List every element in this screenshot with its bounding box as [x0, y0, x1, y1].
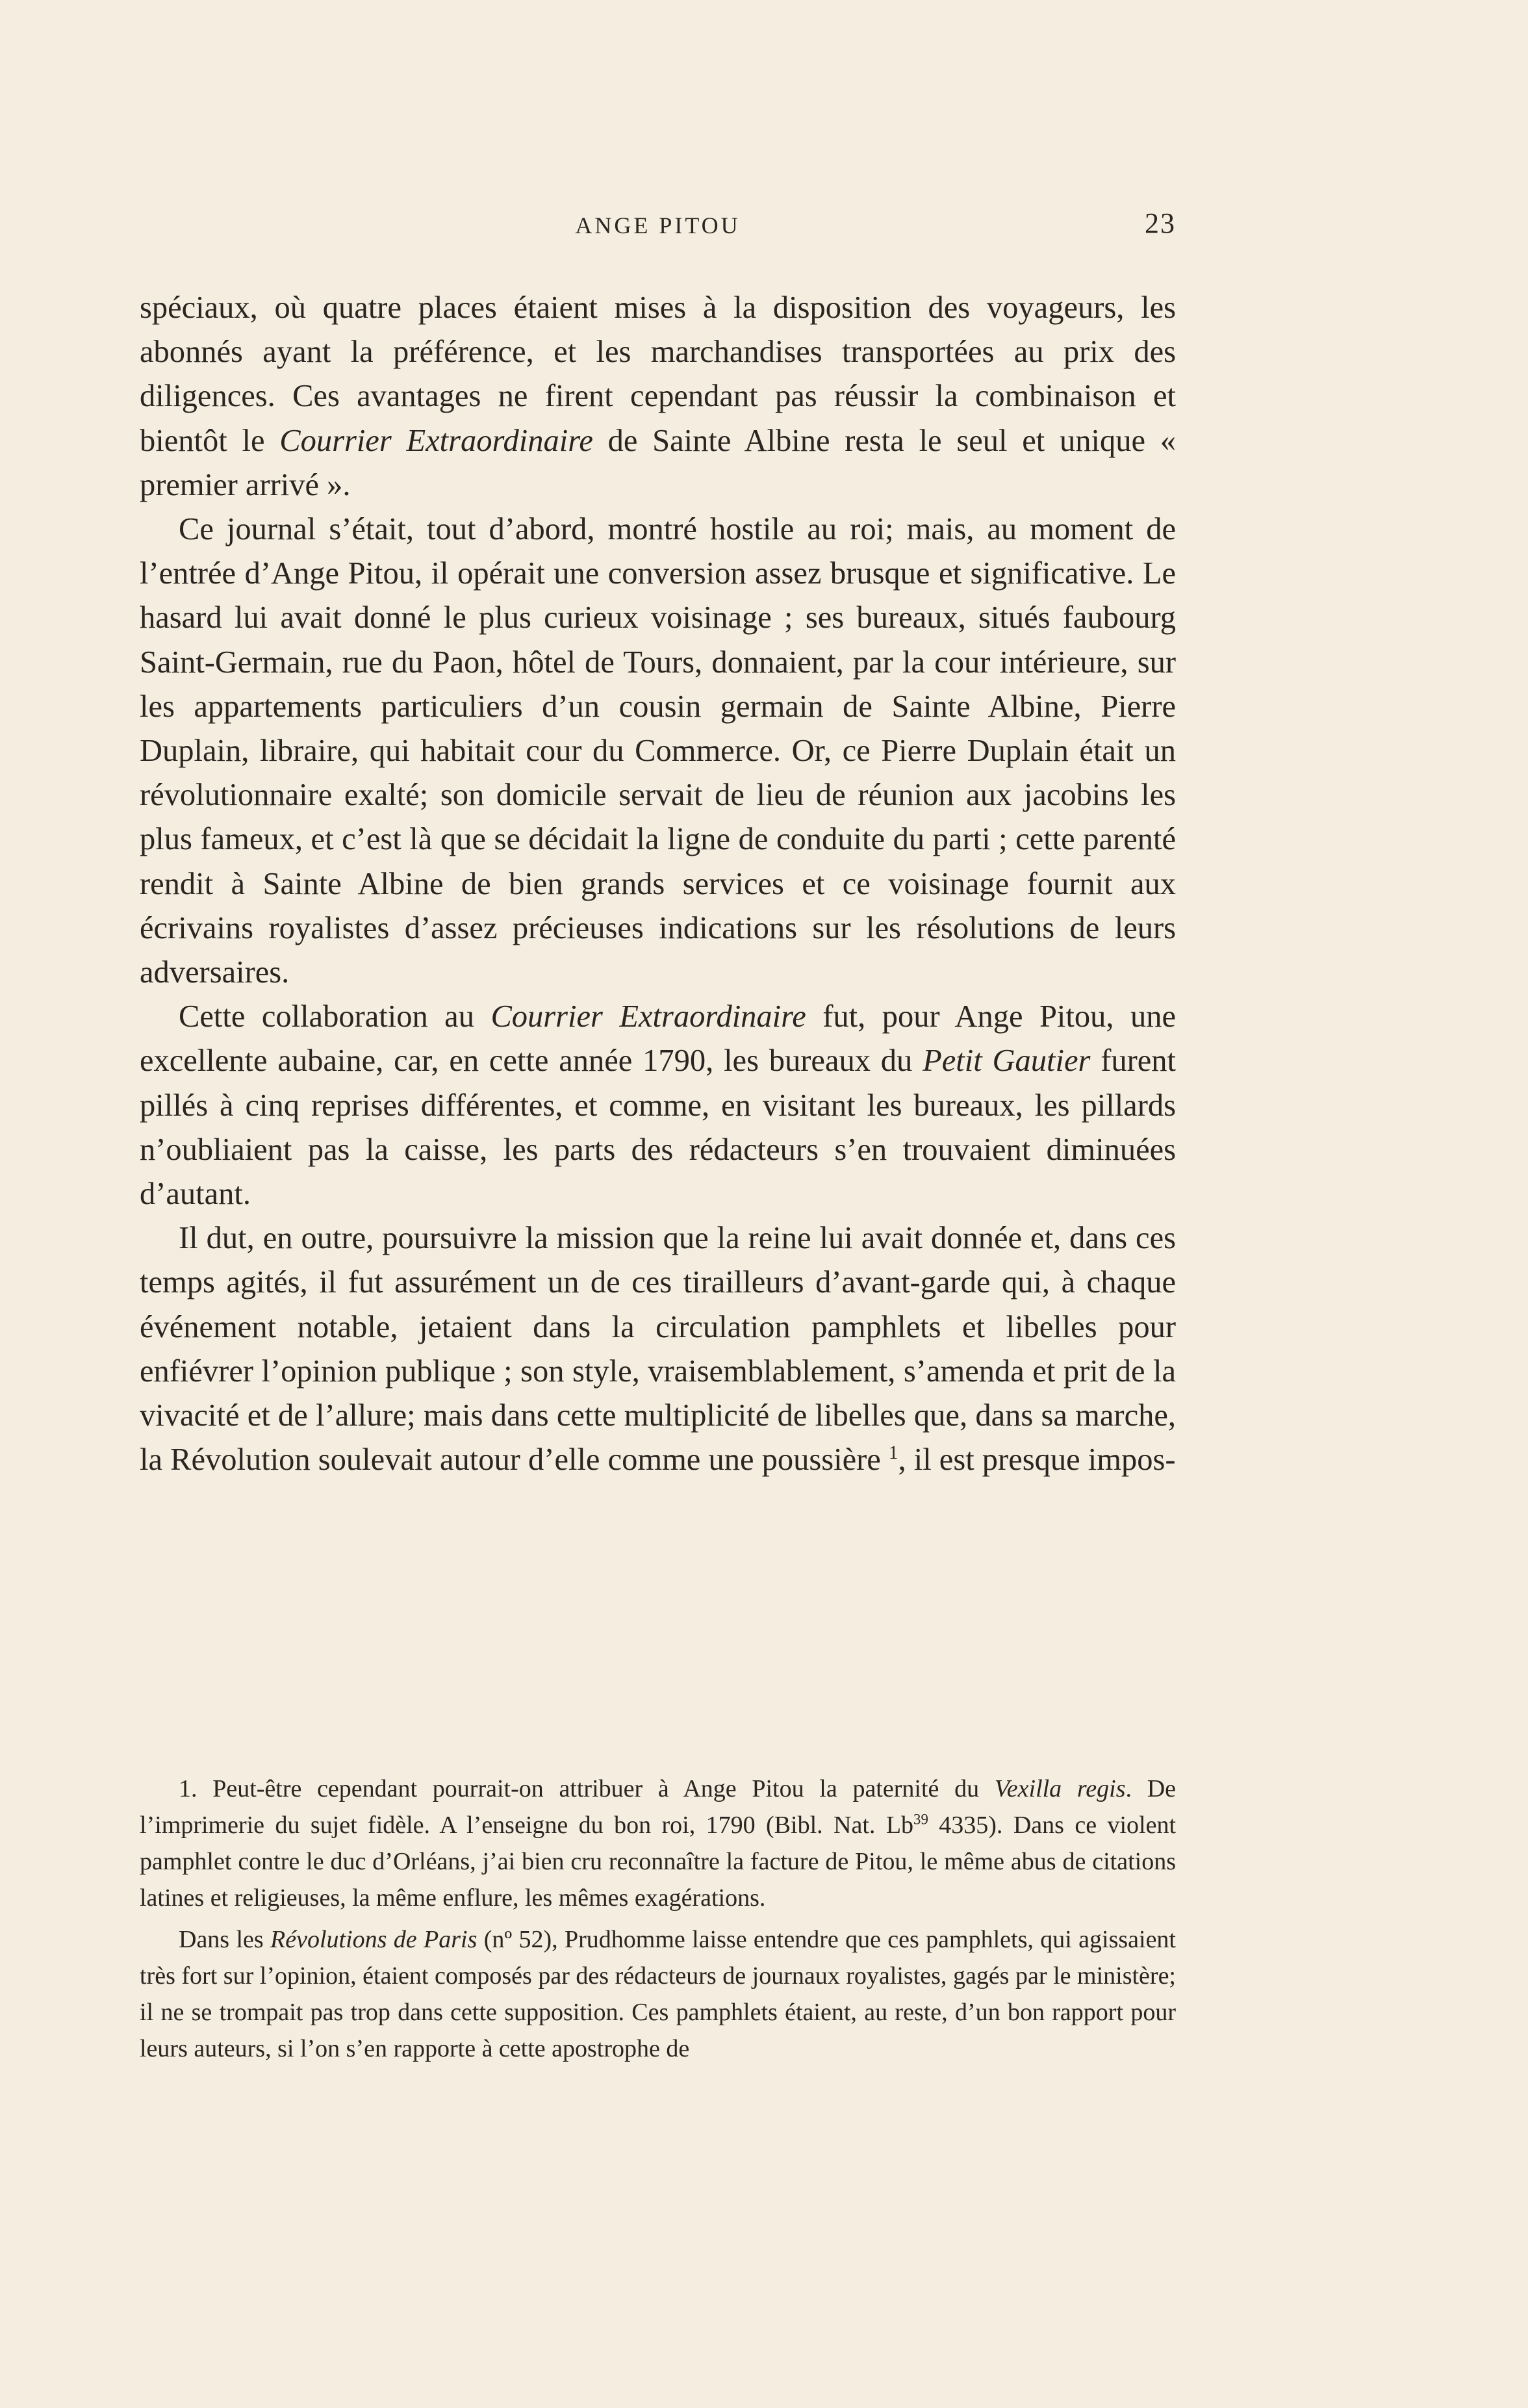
- running-title: ANGE PITOU: [575, 212, 741, 238]
- newspaper-title: Courrier Extraordinaire: [279, 423, 593, 458]
- main-text: [140, 286, 1176, 1482]
- newspaper-title: Petit Gautier: [923, 1044, 1091, 1079]
- footnote-1: 1. Peut-être cependant pourrait-on attribuer à Ange Pitou la paternité du Vexilla regis. De l’imprimerie du sujet fidèle. A l’enseigne du bon roi, 1790 (Bibl. Nat. Lb$^{39}$ 4335). Dans ce violent pamphlet contre le duc d’Orléans, j’ai bien cru reconnaître la facture de Pitou, le même abus de citations latines et religieuses, la même enflure, les mêmes exagérations.: [140, 1775, 1177, 1912]
- footnotes: [140, 1771, 1176, 2067]
- paragraph-1: spéciaux, où quatre places étaient mises à la disposition des voyageurs, les abonnés ayant la préférence, et les marchandises transportées au prix des diligences. Ces avantages ne firent cependant pas réussir la combinaison et bientôt le Courrier Extraordinaire de Sainte Albine resta le seul et unique « premier arrivé ».: [140, 290, 1176, 502]
- paragraph-2: Ce journal s’était, tout d’abord, montré hostile au roi; mais, au moment de l’entrée d’Ange Pitou, il opérait une conversion assez brusque et significative. Le hasard lui avait donné le plus curieux voisinage ; ses bureaux, situés faubourg Saint-Germain, rue du Paon, hôtel de Tours, donnaient, par la cour intérieure, sur les appartements particuliers d’un cousin germain de Sainte Albine, Pierre Duplain, libraire, qui habitait cour du Commerce. Or, ce Pierre Duplain était un révolutionnaire exalté; son domicile servait de lieu de réunion aux jacobins les plus fameux, et c’est là que se décidait la ligne de conduite du parti ; cette parenté rendit à Sainte Albine de bien grands services et ce voisinage fournit aux écrivains royalistes d’assez précieuses indications sur les résolutions de leurs adversaires.: [140, 512, 1176, 990]
- paragraph-4: Il dut, en outre, poursuivre la mission que la reine lui avait donnée et, dans ces temps agités, il fut assurément un de ces tirailleurs d’avant-garde qui, à chaque événement notable, jetaient dans la circulation pamphlets et libelles pour enfiévrer l’opinion publique ; son style, vraisemblablement, s’amenda et prit de la vivacité et de l’allure; mais dans cette multiplicité de libelles que, dans sa marche, la Révolution soulevait autour d’elle comme une poussière $^1$, il est presque impos-: [140, 1221, 1176, 1478]
- newspaper-title: Courrier Extraordinaire: [490, 999, 806, 1034]
- footnote-reference[interactable]: 1: [888, 1442, 898, 1464]
- footnote-1-continuation: Dans les Révolutions de Paris (nº 52), Prudhomme laisse entendre que ces pamphlets, qui agissaient très fort sur l’opinion, étaient composés par des rédacteurs de journaux royalistes, gagés par le ministère; il ne se trompait pas trop dans cette supposition. Ces pamphlets étaient, au reste, d’un bon rapport pour leurs auteurs, si l’on s’en rapporte à cette apostrophe de: [140, 1926, 1176, 2062]
- page-number: 23: [1145, 207, 1176, 239]
- paragraph-3: Cette collaboration au Courrier Extraordinaire fut, pour Ange Pitou, une excellente aubaine, car, en cette année 1790, les bureaux du Petit Gautier furent pillés à cinq reprises différentes, et comme, en visitant les bureaux, les pillards n’oubliaient pas la caisse, les parts des rédacteurs s’en trouvaient diminuées d’autant.: [140, 999, 1177, 1212]
- running-head: [140, 207, 1176, 246]
